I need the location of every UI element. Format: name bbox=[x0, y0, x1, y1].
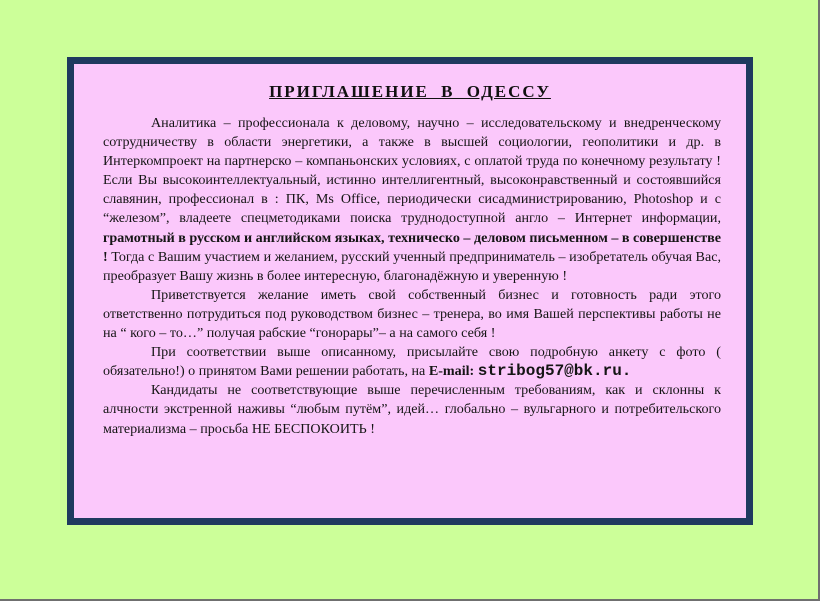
invitation-body bbox=[103, 114, 721, 439]
invitation-frame bbox=[67, 57, 753, 525]
paragraph-contact bbox=[103, 343, 721, 381]
email-label: E-mail: bbox=[428, 363, 475, 380]
email-address[interactable]: stribog57@bk.ru. bbox=[477, 362, 632, 381]
paragraph-requirements bbox=[103, 114, 721, 286]
paragraph-requirements-text2: Тогда с Вашим участием и желанием, русский ученный предприниматель – изобретатель обучая Вас, преобразует Вашу жизнь в более интересную, благонадёжную и уверенную ! bbox=[103, 248, 721, 284]
paragraph-requirements-bold: грамотный в русском и английском языках, техническо – деловом письменном – в совершенстве ! bbox=[103, 229, 721, 265]
paragraph-disclaimer: Кандидаты не соответствующие выше перечисленным требованиям, как и склонны к алчности экстренной наживы “любым путём”, идей… глобально – вульгарного и потребительского материализма – просьба НЕ БЕСПОКОИТЬ ! bbox=[103, 382, 721, 437]
paragraph-business: Приветствуется желание иметь свой собственный бизнес и готовность ради этого ответственно потрудиться под руководством бизнес – тренера, во имя Вашей перспективы работы не на “ кого – то…” получая рабские “гонорары”– а на самого себя ! bbox=[103, 286, 721, 342]
paragraph-contact-text: При соответствии выше описанному, присылайте свою подробную анкету с фото ( обязательно!) о принятом Вами решении работать, на bbox=[103, 344, 721, 380]
invitation-title: ПРИГЛАШЕНИЕ В ОДЕССУ bbox=[269, 82, 551, 101]
paragraph-requirements-text: Аналитика – профессионала к деловому, научно – исследовательскому и внедренческому сотрудничеству в области энергетики, а также в высшей социологии, геополитики и др. в Интеркомпроект на партнерско – компаньонских условиях, с оплатой труда по конечному результату ! Если Вы высокоинтеллектуальный, истинно интеллигентный, высоконравственный и состоявшийся славянин, профессионал в : ПК, Ms Office, периодически сисадминистрированию, Photoshop и с “железом”, владеете спецметодиками поиска труднодоступной англо – Интернет информации, bbox=[103, 115, 721, 227]
